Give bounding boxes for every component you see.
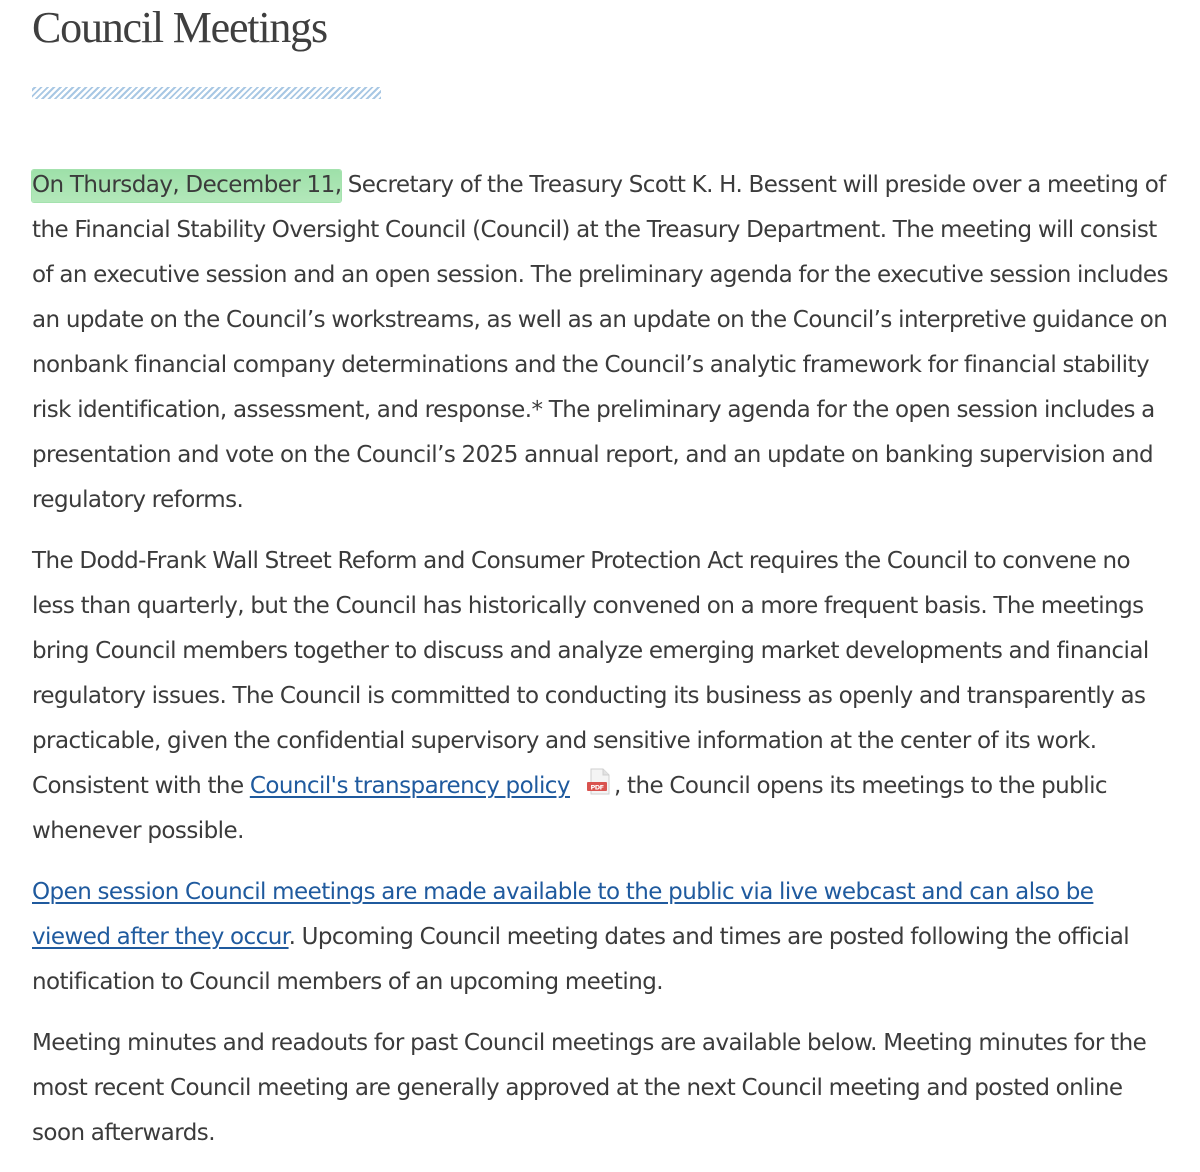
highlighted-date: On Thursday, December 11, xyxy=(32,170,341,202)
article-body xyxy=(32,163,1172,1172)
meeting-announcement-paragraph xyxy=(32,163,1172,523)
dodd-frank-text-end: , the Council opens its meetings to the public whenever possible. xyxy=(32,773,1108,844)
announcement-text: Secretary of the Treasury Scott K. H. Bessent will preside over a meeting of the Financial Stability Oversight Council (Council) at the Treasury Department. The meeting will consist of an executive session and an open session. The preliminary agenda for the executive session includes an update on the Council’s workstreams, as well as an update on the Council’s interpretive guidance on nonbank financial company determinations and the Council’s analytic framework for financial stability risk identification, assessment, and response.* The preliminary agenda for the open session includes a presentation and vote on the Council’s 2025 annual report, and an update on banking supervision and regulatory reforms. xyxy=(32,172,1168,513)
dodd-frank-text: The Dodd-Frank Wall Street Reform and Consumer Protection Act requires the Council to convene no less than quarterly, but the Council has historically convened on a more frequent basis. The meetings bring Council members together to discuss and analyze emerging market developments and financial regulatory issues. The Council is committed to conducting its business as openly and transparently as practicable, given the confidential supervisory and sensitive information at the center of its work. Consistent with the xyxy=(32,548,1149,799)
transparency-policy-link[interactable]: Council's transparency policy xyxy=(249,773,570,799)
webcast-text: . Upcoming Council meeting dates and times are posted following the official notification to Council members of an upcoming meeting. xyxy=(32,924,1130,995)
dodd-frank-paragraph xyxy=(32,539,1172,854)
title-underline xyxy=(32,87,381,99)
pdf-file-icon[interactable] xyxy=(584,767,614,797)
pdf-icon-label: PDF xyxy=(590,783,604,792)
page-title: Council Meetings xyxy=(32,3,327,52)
minutes-paragraph: Meeting minutes and readouts for past Council meetings are available below. Meeting minutes for the most recent Council meeting are generally approved at the next Council meeting and posted online soon afterwards. xyxy=(32,1030,1147,1146)
webcast-paragraph xyxy=(32,870,1172,1005)
webcast-link[interactable]: Open session Council meetings are made available to the public via live webcast and can also be viewed after they occur xyxy=(32,879,1094,950)
